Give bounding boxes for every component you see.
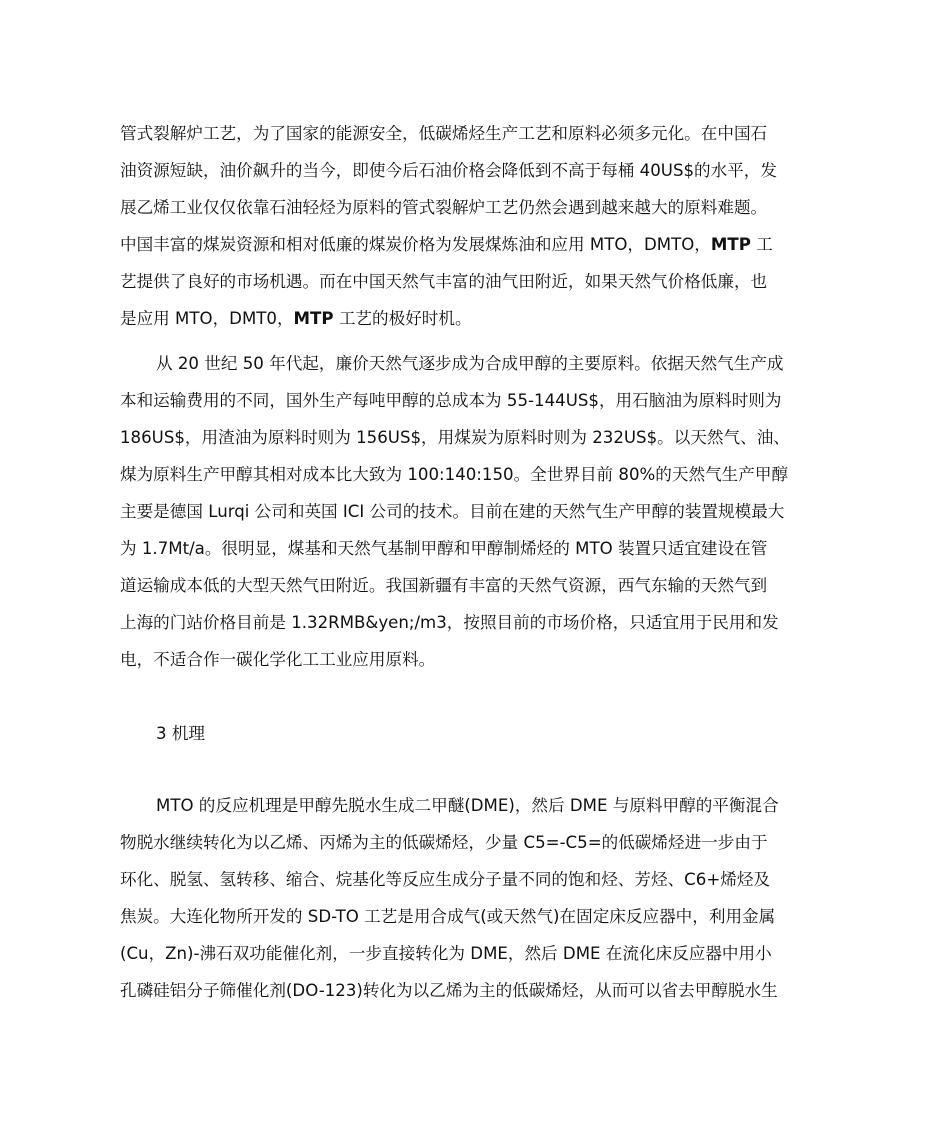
text-line: 物脱水继续转化为以乙烯、丙烯为主的低碳烯烃，少量 C5=-C5=的低碳烯烃进一步由于: [120, 833, 768, 852]
text-segment: 工: [750, 235, 773, 254]
section-heading: [120, 715, 832, 752]
text-line: 本和运输费用的不同，国外生产每吨甲醇的总成本为 55-144US$，用石脑油为原料时则为: [120, 391, 782, 410]
text-line: 从 20 世纪 50 年代起，廉价天然气逐步成为合成甲醇的主要原料。依据天然气生产成: [156, 354, 784, 373]
text-line: 艺提供了良好的市场机遇。而在中国天然气丰富的油气田附近，如果天然气价格低廉，也: [120, 272, 768, 291]
text-line: [120, 226, 832, 263]
text-line: 上海的门站价格目前是 1.32RMB&yen;/m3，按照目前的市场价格，只适宜用于民用和发: [120, 613, 779, 632]
text-line: (Cu，Zn)-沸石双功能催化剂，一步直接转化为 DME，然后 DME 在流化床反应器中用小: [120, 944, 772, 963]
text-segment: 是应用 MTO，DMT0，: [120, 309, 294, 328]
bold-term: MTP: [293, 309, 334, 328]
text-line: 道运输成本低的大型天然气田附近。我国新疆有丰富的天然气资源，西气东输的天然气到: [120, 576, 768, 595]
text-line: 煤为原料生产甲醇其相对成本比大致为 100:140:150。全世界目前 80%的天然气生产甲醇: [120, 465, 789, 484]
text-line: 环化、脱氢、氢转移、缩合、烷基化等反应生成分子量不同的饱和烃、芳烃、C6+烯烃及: [120, 870, 771, 889]
text-line: 展乙烯工业仅仅依靠石油轻烃为原料的管式裂解炉工艺仍然会遇到越来越大的原料难题。: [120, 198, 768, 217]
text-line: 电，不适合作一碳化学化工工业应用原料。: [120, 650, 436, 669]
text-segment: 中国丰富的煤炭资源和相对低廉的煤炭价格为发展煤炼油和应用 MTO，DMTO，: [120, 235, 711, 254]
paragraph-3: [120, 787, 832, 1009]
text-line: 油资源短缺，油价飙升的当今，即使今后石油价格会降低到不高于每桶 40US$的水平，发: [120, 161, 777, 180]
text-line: 186US$，用渣油为原料时则为 156US$，用煤炭为原料时则为 232US$。以天然气、油、: [120, 428, 790, 447]
text-line: 主要是德国 Lurqi 公司和英国 ICI 公司的技术。目前在建的天然气生产甲醇的装置规模最大: [120, 502, 785, 521]
paragraph-1: [120, 115, 832, 337]
text-line: 为 1.7Mt/a。很明显，煤基和天然气基制甲醇和甲醇制烯烃的 MTO 装置只适宜建设在管: [120, 539, 768, 558]
text-segment: 工艺的极好时机。: [333, 309, 472, 328]
text-line: 孔磷硅铝分子筛催化剂(DO-123)转化为以乙烯为主的低碳烯烃，从而可以省去甲醇脱水生: [120, 981, 778, 1000]
text-line: 管式裂解炉工艺，为了国家的能源安全，低碳烯烃生产工艺和原料必须多元化。在中国石: [120, 124, 768, 143]
heading-text: 3 机理: [156, 724, 206, 743]
text-line: [120, 300, 832, 337]
paragraph-2: [120, 345, 832, 678]
bold-term: MTP: [710, 235, 751, 254]
text-line: MTO 的反应机理是甲醇先脱水生成二甲醚(DME)，然后 DME 与原料甲醇的平衡混合: [156, 796, 779, 815]
text-line: 焦炭。大连化物所开发的 SD-TO 工艺是用合成气(或天然气)在固定床反应器中，利用金属: [120, 907, 776, 926]
